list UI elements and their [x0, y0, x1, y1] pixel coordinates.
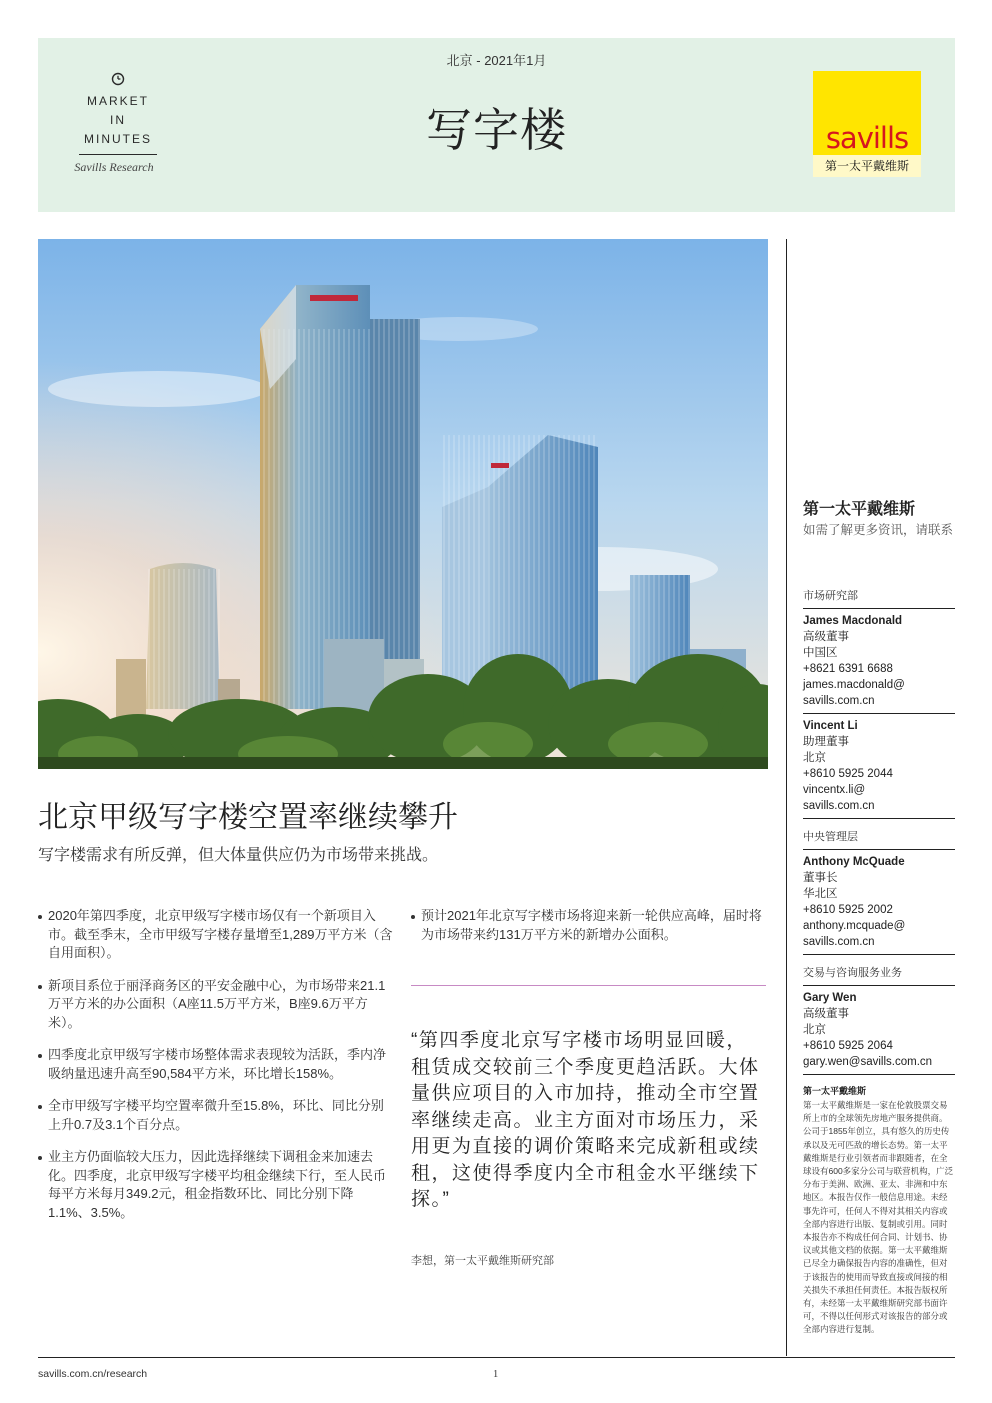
contact-email-domain[interactable]: savills.com.cn: [803, 800, 875, 812]
brand-line: MARKET: [86, 94, 149, 108]
sidebar-header: [803, 500, 955, 539]
section-label: 中央管理层: [803, 829, 955, 850]
contact-title: 助理董事: [803, 736, 849, 748]
contact-phone: +8610 5925 2044: [803, 768, 893, 780]
contact-email-domain[interactable]: savills.com.cn: [803, 936, 875, 948]
list-item: 四季度北京甲级写字楼市场整体需求表现较为活跃，季内净吸纳量迅速升高至90,584平方米，环比增长158%。: [38, 1046, 393, 1083]
sidebar-company: 第一太平戴维斯: [803, 501, 916, 518]
contact-email[interactable]: vincentx.li@: [803, 784, 866, 796]
sidebar-divider: [786, 239, 787, 1356]
contact-title: 高级董事: [803, 1008, 849, 1020]
dateline: 北京 - 2021年1月: [446, 53, 547, 68]
contact-card: [803, 854, 955, 955]
savills-logo: [813, 71, 921, 177]
quote-divider: [411, 985, 766, 986]
contact-name: Vincent Li: [803, 720, 858, 732]
contact-phone: +8621 6391 6688: [803, 663, 893, 675]
contact-region: 华北区: [803, 888, 838, 900]
footer-rule: [38, 1357, 955, 1358]
section-label: 交易与咨询服务业务: [803, 965, 955, 986]
clock-icon: [111, 72, 125, 86]
page-number: 1: [493, 1369, 499, 1380]
brand-research: Savills Research: [74, 160, 154, 174]
list-item: 业主方仍面临较大压力，因此选择继续下调租金来加速去化。四季度，北京甲级写字楼平均租金继续下行，至人民币每平方米每月349.2元，租金指数环比、同比分别下降1.1%、3.5%。: [38, 1148, 393, 1222]
about-title: 第一太平戴维斯: [803, 1086, 867, 1096]
article-subhead: 写字楼需求有所反弹，但大体量供应仍为市场带来挑战。: [38, 847, 439, 864]
contact-region: 中国区: [803, 647, 838, 659]
header-band: [38, 38, 955, 212]
bullets-right: [411, 907, 766, 958]
brand-line: IN: [110, 113, 126, 127]
contact-title: 高级董事: [803, 631, 849, 643]
contact-title: 董事长: [803, 872, 838, 884]
contact-name: Anthony McQuade: [803, 856, 905, 868]
sidebar-contact-prompt: 如需了解更多资讯，请联系: [803, 523, 954, 537]
brand-line: MINUTES: [84, 132, 152, 146]
section-label: 市场研究部: [803, 588, 955, 609]
contact-phone: +8610 5925 2064: [803, 1040, 893, 1052]
contact-region: 北京: [803, 1024, 826, 1036]
page-title: 写字楼: [426, 104, 567, 156]
contact-card: [803, 613, 955, 714]
bullets-left: [38, 907, 393, 1236]
list-item: 新项目系位于丽泽商务区的平安金融中心，为市场带来21.1万平方米的办公面积（A座11.5万平方米，B座9.6万平方米）。: [38, 977, 393, 1033]
contact-name: James Macdonald: [803, 615, 903, 627]
city-skyline-illustration: [38, 239, 768, 769]
list-item: 预计2021年北京写字楼市场将迎来新一轮供应高峰，届时将为市场带来约131万平方米的新增办公面积。: [411, 907, 766, 944]
contact-region: 北京: [803, 752, 826, 764]
article-headline: 北京甲级写字楼空置率继续攀升: [38, 801, 458, 834]
contact-card: [803, 718, 955, 819]
contact-name: Gary Wen: [803, 992, 857, 1004]
contact-email[interactable]: anthony.mcquade@: [803, 920, 906, 932]
sidebar-contacts: [803, 588, 955, 1337]
pull-quote: “第四季度北京写字楼市场明显回暖，租赁成交较前三个季度更趋活跃。大体量供应项目的入市加持，推动全市空置率继续走高。业主方面对市场压力，采用更为直接的调价策略来完成新租或续租，这使得季度内全市租金水平继续下探。”: [411, 1030, 760, 1210]
contact-card: [803, 990, 955, 1075]
list-item: 全市甲级写字楼平均空置率微升至15.8%，环比、同比分别上升0.7及3.1个百分点。: [38, 1097, 393, 1134]
contact-phone: +8610 5925 2002: [803, 904, 893, 916]
quote-attribution: 李想，第一太平戴维斯研究部: [411, 1255, 554, 1267]
savills-logo-cn: 第一太平戴维斯: [813, 155, 921, 177]
hero-photo: [38, 239, 768, 769]
contact-email[interactable]: james.macdonald@: [803, 679, 905, 691]
list-item: 2020年第四季度，北京甲级写字楼市场仅有一个新项目入市。截至季末，全市甲级写字楼存量增至1,289万平方米（含自用面积）。: [38, 907, 393, 963]
contact-email[interactable]: gary.wen@savills.com.cn: [803, 1056, 933, 1068]
contact-email-domain[interactable]: savills.com.cn: [803, 695, 875, 707]
footer-url[interactable]: savills.com.cn/research: [38, 1368, 148, 1380]
savills-logo-word: savills: [825, 121, 909, 155]
about-text: 第一太平戴维斯是一家在伦敦股票交易所上市的全球领先房地产服务提供商。公司于1855年创立，具有悠久的历史传承以及无可匹敌的增长态势。第一太平戴维斯是行业引领者而非跟随者，在全球设有600多家分公司与联营机构，广泛分布于美洲、欧洲、亚太、非洲和中东地区。本报告仅作一般信息用途。未经事先许可，任何人不得对其相关内容或全部内容进行出版、复制或引用。同时本报告亦不构成任何合同、计划书、协议或其他文档的依据。第一太平戴维斯已尽全力确保报告内容的准确性，但对于该报告的使用而导致直接或间接的相关损失不承担任何责任。本报告版权所有，未经第一太平戴维斯研究部书面许可，不得以任何形式对该报告的部分或全部内容进行复制。: [803, 1100, 954, 1335]
